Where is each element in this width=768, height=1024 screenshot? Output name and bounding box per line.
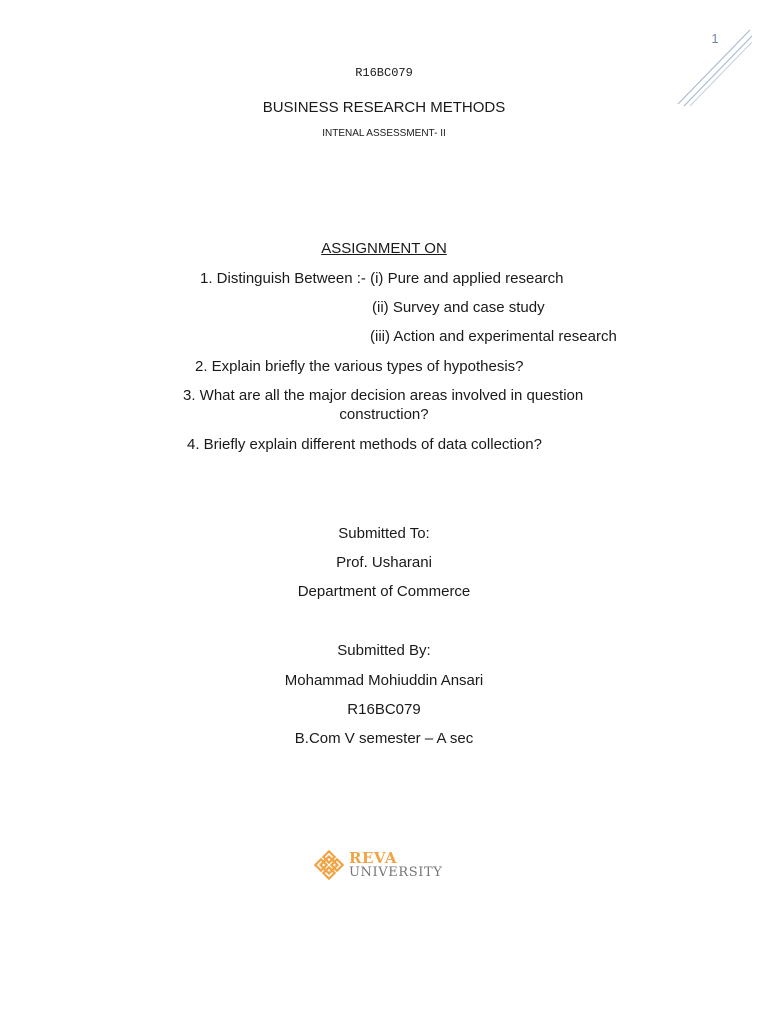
question-4: 4. Briefly explain different methods of data collection? [187,436,542,453]
question-1-part-3: (iii) Action and experimental research [370,328,617,345]
question-1-part-2: (ii) Survey and case study [372,299,545,316]
document-subtitle: INTENAL ASSESSMENT- II [322,128,446,139]
assignment-heading: ASSIGNMENT ON [321,240,447,257]
question-3: 3. What are all the major decision areas involved in question [183,387,584,404]
submitted-by-name: Mohammad Mohiuddin Ansari [284,672,484,689]
document-title: BUSINESS RESEARCH METHODS [262,99,506,116]
submitted-by-class: B.Com V semester – A sec [294,730,474,747]
submitted-to-name: Prof. Usharani [336,554,432,571]
question-1: 1. Distinguish Between :- (i) Pure and applied research [200,270,564,287]
knot-icon [314,850,344,880]
logo-text-university: UNIVERSITY [349,865,443,880]
logo-text-reva: REVA [349,849,398,867]
submitted-by-label: Submitted By: [337,642,431,659]
header-reg-number: R16BC079 [355,66,413,80]
submitted-by-reg-number: R16BC079 [347,701,421,718]
question-3-continued: construction? [339,406,429,423]
question-2: 2. Explain briefly the various types of hypothesis? [195,358,524,375]
page-number: 1 [711,31,719,46]
submitted-to-department: Department of Commerce [297,583,471,600]
submitted-to-label: Submitted To: [338,525,430,542]
